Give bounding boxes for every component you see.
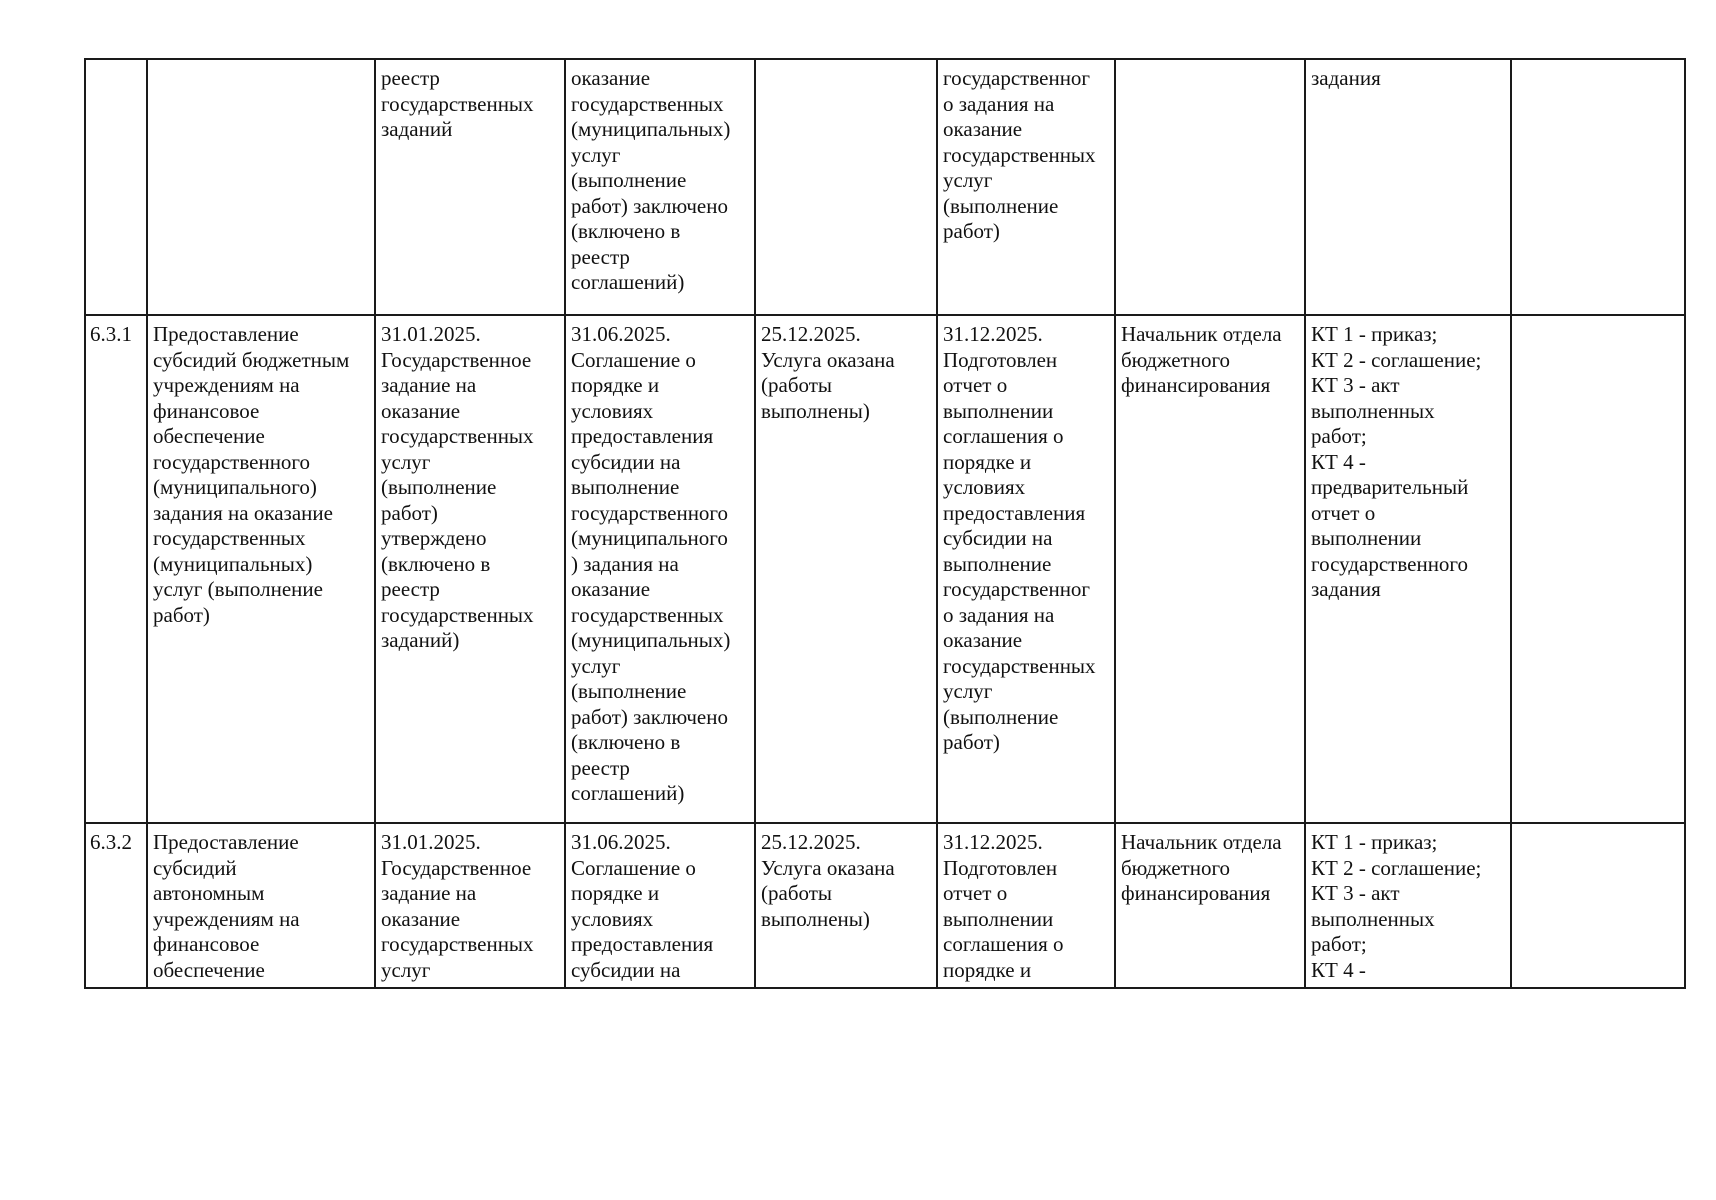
- control-point-2-cell: 31.06.2025. Соглашение о порядке и условиях предоставления субсидии на выполнение государственного (муниципального ) задания на оказание государственных (муниципальных) услуг (выполнение работ) заключено (включено в реестр соглашений): [565, 315, 755, 823]
- documents-cell: КТ 1 - приказ; КТ 2 - соглашение; КТ 3 - акт выполненных работ; КТ 4 -: [1305, 823, 1511, 988]
- row-number-cell: 6.3.2: [85, 823, 147, 988]
- plan-table: [84, 58, 1686, 989]
- control-point-1-cell: реестр государственных заданий: [375, 59, 565, 315]
- control-point-3-cell: [755, 59, 937, 315]
- documents-cell: задания: [1305, 59, 1511, 315]
- responsible-cell: Начальник отдела бюджетного финансирования: [1115, 315, 1305, 823]
- control-point-4-cell: государственног о задания на оказание государственных услуг (выполнение работ): [937, 59, 1115, 315]
- row-number-cell: [85, 59, 147, 315]
- responsible-cell: Начальник отдела бюджетного финансирования: [1115, 823, 1305, 988]
- table-row: [85, 823, 1685, 988]
- control-point-4-cell: 31.12.2025. Подготовлен отчет о выполнении соглашения о порядке и условиях предоставления субсидии на выполнение государственног о задания на оказание государственных услуг (выполнение работ): [937, 315, 1115, 823]
- event-name-cell: [147, 59, 375, 315]
- control-point-2-cell: 31.06.2025. Соглашение о порядке и условиях предоставления субсидии на: [565, 823, 755, 988]
- documents-cell: КТ 1 - приказ; КТ 2 - соглашение; КТ 3 - акт выполненных работ; КТ 4 - предварительный отчет о выполнении государственного задания: [1305, 315, 1511, 823]
- event-name-cell: Предоставление субсидий автономным учреждениям на финансовое обеспечение: [147, 823, 375, 988]
- table-row: [85, 59, 1685, 315]
- responsible-cell: [1115, 59, 1305, 315]
- control-point-3-cell: 25.12.2025. Услуга оказана (работы выполнены): [755, 315, 937, 823]
- extra-cell: [1511, 59, 1685, 315]
- table-row: [85, 315, 1685, 823]
- control-point-3-cell: 25.12.2025. Услуга оказана (работы выполнены): [755, 823, 937, 988]
- row-number-cell: 6.3.1: [85, 315, 147, 823]
- event-name-cell: Предоставление субсидий бюджетным учреждениям на финансовое обеспечение государственного (муниципального) задания на оказание государственных (муниципальных) услуг (выполнение работ): [147, 315, 375, 823]
- control-point-2-cell: оказание государственных (муниципальных) услуг (выполнение работ) заключено (включено в реестр соглашений): [565, 59, 755, 315]
- control-point-4-cell: 31.12.2025. Подготовлен отчет о выполнении соглашения о порядке и: [937, 823, 1115, 988]
- extra-cell: [1511, 315, 1685, 823]
- extra-cell: [1511, 823, 1685, 988]
- control-point-1-cell: 31.01.2025. Государственное задание на оказание государственных услуг (выполнение работ) утверждено (включено в реестр государственных заданий): [375, 315, 565, 823]
- control-point-1-cell: 31.01.2025. Государственное задание на оказание государственных услуг: [375, 823, 565, 988]
